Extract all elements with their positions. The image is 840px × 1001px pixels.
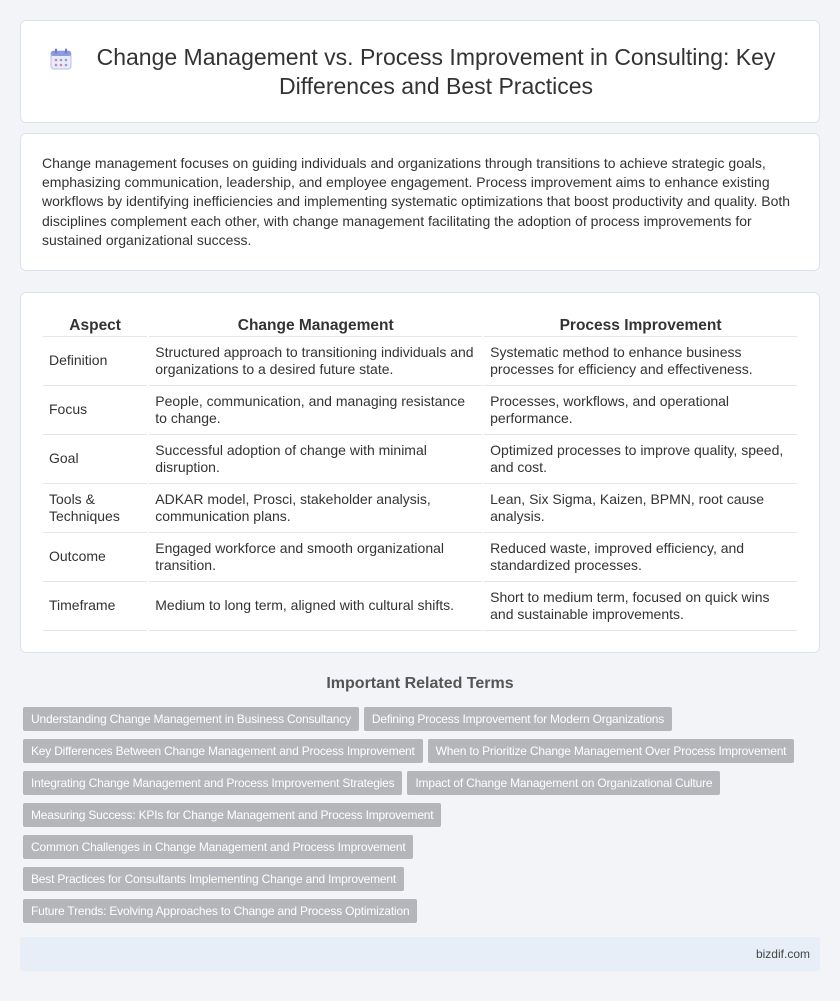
related-term-link[interactable]: Measuring Success: KPIs for Change Management and Process Improvement <box>23 803 441 827</box>
aspect-cell: Tools & Techniques <box>43 484 147 533</box>
aspect-cell: Goal <box>43 435 147 484</box>
table-header-row <box>43 315 797 337</box>
footer-site-link[interactable]: bizdif.com <box>755 947 810 961</box>
pi-cell: Short to medium term, focused on quick wins and sustainable improvements. <box>484 582 797 631</box>
aspect-cell: Focus <box>43 386 147 435</box>
table-row <box>43 337 797 386</box>
related-term-link[interactable]: Integrating Change Management and Process Improvement Strategies <box>23 771 402 795</box>
pi-cell: Lean, Six Sigma, Kaizen, BPMN, root cause analysis. <box>484 484 797 533</box>
header-change-management: Change Management <box>149 315 482 337</box>
footer-bar <box>20 937 820 971</box>
cm-cell: Engaged workforce and smooth organizational transition. <box>149 533 482 582</box>
header-aspect: Aspect <box>43 315 147 337</box>
related-term-link[interactable]: Key Differences Between Change Management and Process Improvement <box>23 739 423 763</box>
related-term-link[interactable]: When to Prioritize Change Management Over Process Improvement <box>428 739 795 763</box>
cm-cell: Medium to long term, aligned with cultural shifts. <box>149 582 482 631</box>
cm-cell: Structured approach to transitioning individuals and organizations to a desired future state. <box>149 337 482 386</box>
page-title: Change Management vs. Process Improvement in Consulting: Key Differences and Best Practices <box>96 44 776 99</box>
aspect-cell: Definition <box>43 337 147 386</box>
comparison-table-card <box>20 292 820 653</box>
cm-cell: People, communication, and managing resistance to change. <box>149 386 482 435</box>
related-terms-heading: Important Related Terms <box>326 675 514 692</box>
table-row <box>43 533 797 582</box>
table-row <box>43 484 797 533</box>
pi-cell: Processes, workflows, and operational performance. <box>484 386 797 435</box>
cm-cell: ADKAR model, Prosci, stakeholder analysis, communication plans. <box>149 484 482 533</box>
related-term-link[interactable]: Impact of Change Management on Organizational Culture <box>407 771 720 795</box>
table-row <box>43 582 797 631</box>
title-card <box>20 20 820 123</box>
intro-paragraph: Change management focuses on guiding individuals and organizations through transitions to achieve strategic goals, emphasizing communication, leadership, and employee engagement. Process improvement aims to enhance existing workflows by identifying inefficiencies and implementing systematic optimizations that boost productivity and quality. Both disciplines complement each other, with change management facilitating the adoption of process improvements for sustained organizational success. <box>42 155 791 248</box>
related-term-link[interactable]: Best Practices for Consultants Implementing Change and Improvement <box>23 867 404 891</box>
pi-cell: Optimized processes to improve quality, speed, and cost. <box>484 435 797 484</box>
cm-cell: Successful adoption of change with minimal disruption. <box>149 435 482 484</box>
header-process-improvement: Process Improvement <box>484 315 797 337</box>
related-term-link[interactable]: Common Challenges in Change Management and Process Improvement <box>23 835 413 859</box>
related-term-link[interactable]: Understanding Change Management in Business Consultancy <box>23 707 359 731</box>
aspect-cell: Timeframe <box>43 582 147 631</box>
related-term-link[interactable]: Defining Process Improvement for Modern Organizations <box>364 707 672 731</box>
related-terms-list <box>23 707 823 931</box>
table-row <box>43 435 797 484</box>
pi-cell: Systematic method to enhance business processes for efficiency and effectiveness. <box>484 337 797 386</box>
related-term-link[interactable]: Future Trends: Evolving Approaches to Change and Process Optimization <box>23 899 417 923</box>
aspect-cell: Outcome <box>43 533 147 582</box>
pi-cell: Reduced waste, improved efficiency, and standardized processes. <box>484 533 797 582</box>
intro-card <box>20 133 820 271</box>
table-row <box>43 386 797 435</box>
comparison-table <box>41 315 799 631</box>
